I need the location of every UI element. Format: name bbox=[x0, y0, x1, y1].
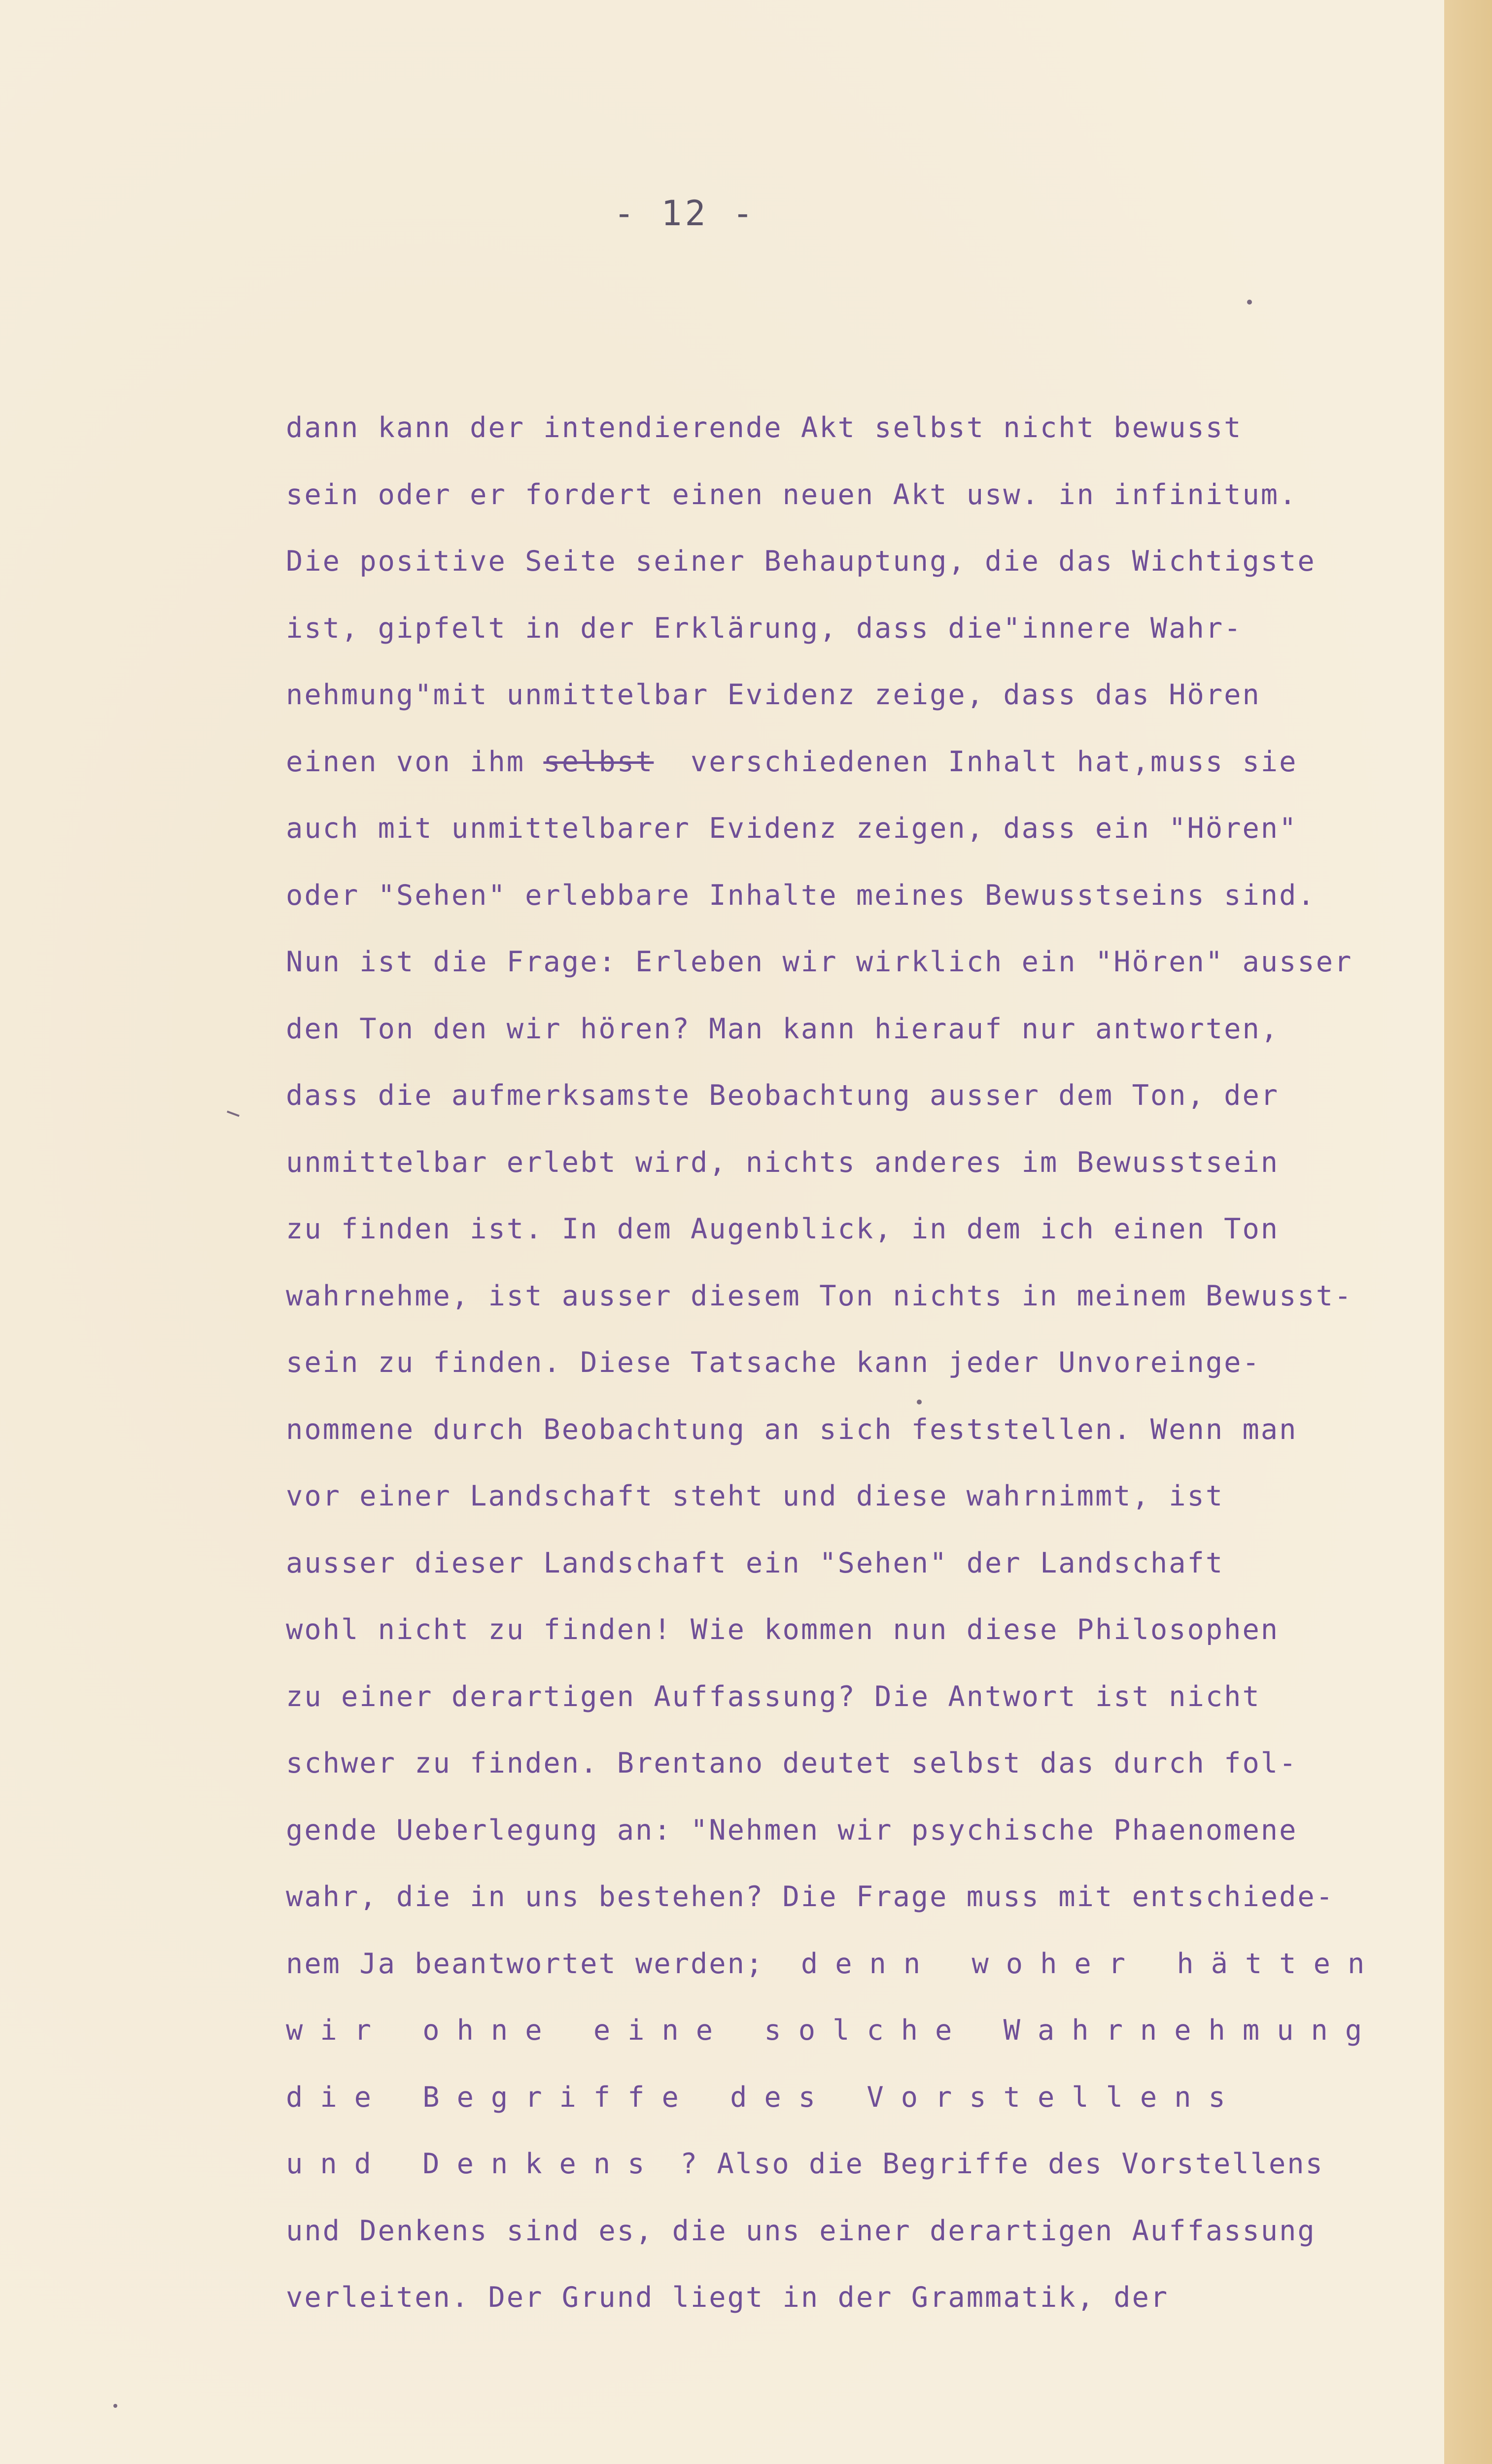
text-line: sein zu finden. Diese Tatsache kann jeder Unvoreinge- bbox=[286, 1346, 1261, 1379]
text-line: wohl nicht zu finden! Wie kommen nun diese Philosophen bbox=[286, 1613, 1280, 1646]
typed-text-body bbox=[286, 404, 1459, 2341]
text-segment: nem Ja beantwortet werden; bbox=[286, 1947, 801, 1980]
text-segment: einen von ihm bbox=[286, 745, 544, 778]
text-line: oder "Sehen" erlebbare Inhalte meines Bewusstseins sind. bbox=[286, 879, 1316, 912]
struck-word: selbst bbox=[543, 745, 654, 778]
text-line bbox=[286, 2140, 1459, 2207]
text-line: nehmung"mit unmittelbar Evidenz zeige, dass das Hören bbox=[286, 679, 1261, 711]
speck-mark bbox=[1247, 300, 1252, 305]
page-number: - 12 - bbox=[614, 193, 756, 234]
emphasized-text: wir ohne eine solche Wahrnehmung bbox=[286, 2014, 1380, 2047]
text-line: und Denkens sind es, die uns einer derartigen Auffassung bbox=[286, 2214, 1316, 2247]
emphasized-text: denn woher hätten bbox=[800, 1947, 1382, 1980]
text-line: wahrnehme, ist ausser diesem Ton nichts in meinem Bewusst- bbox=[286, 1279, 1353, 1312]
text-line: Die positive Seite seiner Behauptung, die das Wichtigste bbox=[286, 545, 1316, 578]
text-line: schwer zu finden. Brentano deutet selbst das durch fol- bbox=[286, 1747, 1298, 1780]
text-line: Nun ist die Frage: Erleben wir wirklich ein "Hören" ausser bbox=[286, 946, 1353, 978]
text-line: dass die aufmerksamste Beobachtung ausser dem Ton, der bbox=[286, 1079, 1280, 1112]
text-line: zu finden ist. In dem Augenblick, in dem ich einen Ton bbox=[286, 1213, 1280, 1245]
speck-mark bbox=[917, 1400, 922, 1404]
text-segment: ? Also die Begriffe des Vorstellens bbox=[661, 2148, 1324, 2180]
emphasized-text: die Begriffe des Vorstellens bbox=[286, 2081, 1243, 2114]
text-line: ist, gipfelt in der Erklärung, dass die"innere Wahr- bbox=[286, 612, 1243, 645]
text-line bbox=[286, 2007, 1459, 2074]
text-line: vor einer Landschaft steht und diese wahrnimmt, ist bbox=[286, 1480, 1224, 1512]
text-line: zu einer derartigen Auffassung? Die Antwort ist nicht bbox=[286, 1680, 1261, 1713]
text-line: verleiten. Der Grund liegt in der Grammatik, der bbox=[286, 2281, 1169, 2314]
speck-mark bbox=[113, 2404, 117, 2408]
text-line bbox=[286, 1940, 1459, 2007]
text-line: dann kann der intendierende Akt selbst nicht bewusst bbox=[286, 411, 1243, 444]
text-line: wahr, die in uns bestehen? Die Frage muss mit entschiede- bbox=[286, 1881, 1335, 1913]
text-line: unmittelbar erlebt wird, nichts anderes im Bewusstsein bbox=[286, 1146, 1280, 1179]
text-line: auch mit unmittelbarer Evidenz zeigen, dass ein "Hören" bbox=[286, 812, 1298, 845]
text-line: sein oder er fordert einen neuen Akt usw. in infinitum. bbox=[286, 478, 1298, 511]
text-line: nommene durch Beobachtung an sich feststellen. Wenn man bbox=[286, 1413, 1298, 1446]
emphasized-text: und Denkens bbox=[286, 2148, 662, 2180]
text-line bbox=[286, 2074, 1459, 2141]
text-line: gende Ueberlegung an: "Nehmen wir psychische Phaenomene bbox=[286, 1814, 1298, 1847]
text-segment: verschiedenen Inhalt hat,muss sie bbox=[654, 745, 1298, 778]
text-line bbox=[286, 738, 1459, 805]
text-line: ausser dieser Landschaft ein "Sehen" der Landschaft bbox=[286, 1546, 1224, 1579]
text-line: den Ton den wir hören? Man kann hierauf nur antworten, bbox=[286, 1012, 1280, 1045]
